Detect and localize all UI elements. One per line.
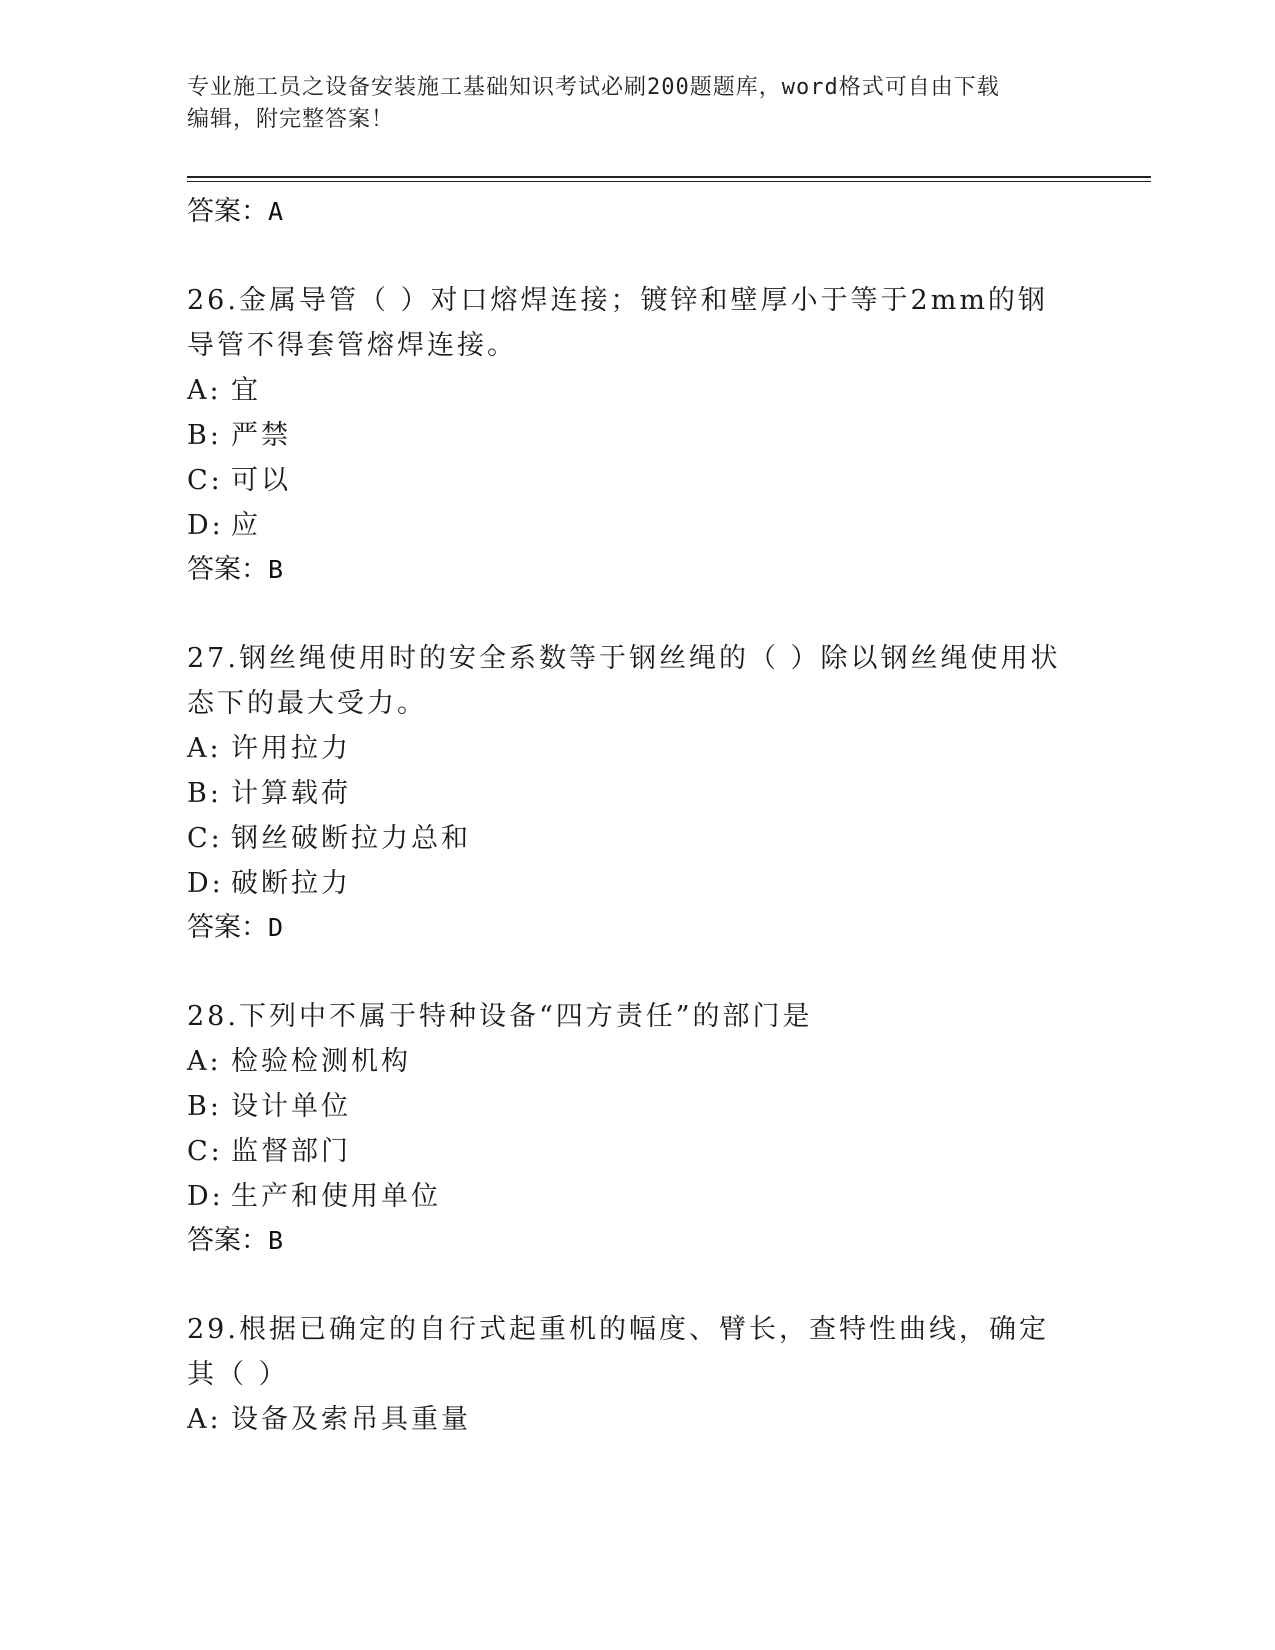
header-title-line1: 专业施工员之设备安装施工基础知识考试必刷200题题库，word格式可自由下载: [187, 75, 1000, 100]
option-d: [187, 503, 1067, 548]
option-d: [187, 861, 1067, 906]
option-key: C:: [187, 1136, 223, 1167]
question-stem: 下列中不属于特种设备“四方责任”的部门是: [238, 1001, 813, 1032]
option-key: A:: [187, 1404, 222, 1435]
option-key: B:: [187, 1091, 222, 1122]
option-c: [187, 816, 1067, 861]
question-list: [187, 190, 1067, 1442]
option-b: [187, 1084, 1067, 1129]
option-text: 设备及索吊具重量: [231, 1404, 471, 1435]
option-a: [187, 1397, 1067, 1442]
question-stem: 根据已确定的自行式起重机的幅度、臂长，查特性曲线，确定其（ ）: [187, 1314, 1049, 1390]
option-text: 生产和使用单位: [231, 1181, 441, 1212]
question-text: [187, 1307, 1067, 1397]
answer-value: D: [268, 913, 284, 942]
option-c: [187, 458, 1067, 503]
option-a: [187, 726, 1067, 771]
question-stem: 钢丝绳使用时的安全系数等于钢丝绳的（ ）除以钢丝绳使用状态下的最大受力。: [187, 643, 1061, 719]
answer-line: [187, 906, 1067, 950]
answer-label: 答案：: [187, 912, 268, 943]
option-key: D:: [187, 510, 224, 541]
option-key: B:: [187, 420, 222, 451]
question-text: [187, 278, 1067, 368]
question-number: 26.: [187, 285, 239, 316]
previous-answer: [187, 190, 1067, 234]
answer-line: [187, 1219, 1067, 1263]
question-text: [187, 636, 1067, 726]
question-number: 28.: [187, 1001, 239, 1032]
document-header: [187, 72, 1067, 136]
header-divider-thin: [187, 181, 1151, 182]
answer-value: A: [268, 197, 284, 226]
option-text: 严禁: [231, 420, 291, 451]
option-text: 设计单位: [231, 1091, 351, 1122]
option-key: B:: [187, 778, 222, 809]
question-block: [187, 994, 1067, 1263]
option-text: 可以: [231, 465, 291, 496]
option-text: 应: [231, 510, 261, 541]
option-text: 计算载荷: [231, 778, 351, 809]
spacer: [187, 234, 1067, 278]
option-text: 检验检测机构: [231, 1046, 411, 1077]
header-title-line2: 编辑，附完整答案！: [187, 107, 395, 132]
option-b: [187, 413, 1067, 458]
answer-value: B: [268, 1226, 284, 1255]
answer-label: 答案：: [187, 196, 268, 227]
option-key: D:: [187, 868, 224, 899]
question-block: [187, 1307, 1067, 1442]
question-block: [187, 278, 1067, 592]
spacer: [187, 592, 1067, 636]
option-a: [187, 1039, 1067, 1084]
option-b: [187, 771, 1067, 816]
option-key: A:: [187, 733, 222, 764]
option-key: A:: [187, 1046, 222, 1077]
option-text: 宜: [231, 375, 261, 406]
spacer: [187, 1263, 1067, 1307]
answer-label: 答案：: [187, 1225, 268, 1256]
question-number: 29.: [187, 1314, 239, 1345]
answer-line: [187, 548, 1067, 592]
spacer: [187, 950, 1067, 994]
option-key: A:: [187, 375, 222, 406]
question-number: 27.: [187, 643, 239, 674]
answer-value: B: [268, 555, 284, 584]
header-divider-thick: [187, 176, 1151, 178]
option-key: D:: [187, 1181, 224, 1212]
option-key: C:: [187, 823, 223, 854]
option-d: [187, 1174, 1067, 1219]
question-block: [187, 636, 1067, 950]
answer-label: 答案：: [187, 554, 268, 585]
option-text: 破断拉力: [231, 868, 351, 899]
question-text: [187, 994, 1067, 1039]
option-text: 钢丝破断拉力总和: [231, 823, 471, 854]
option-key: C:: [187, 465, 223, 496]
option-c: [187, 1129, 1067, 1174]
option-text: 监督部门: [231, 1136, 351, 1167]
question-stem: 金属导管（ ）对口熔焊连接；镀锌和壁厚小于等于2mm的钢导管不得套管熔焊连接。: [187, 285, 1048, 361]
option-a: [187, 368, 1067, 413]
option-text: 许用拉力: [231, 733, 351, 764]
